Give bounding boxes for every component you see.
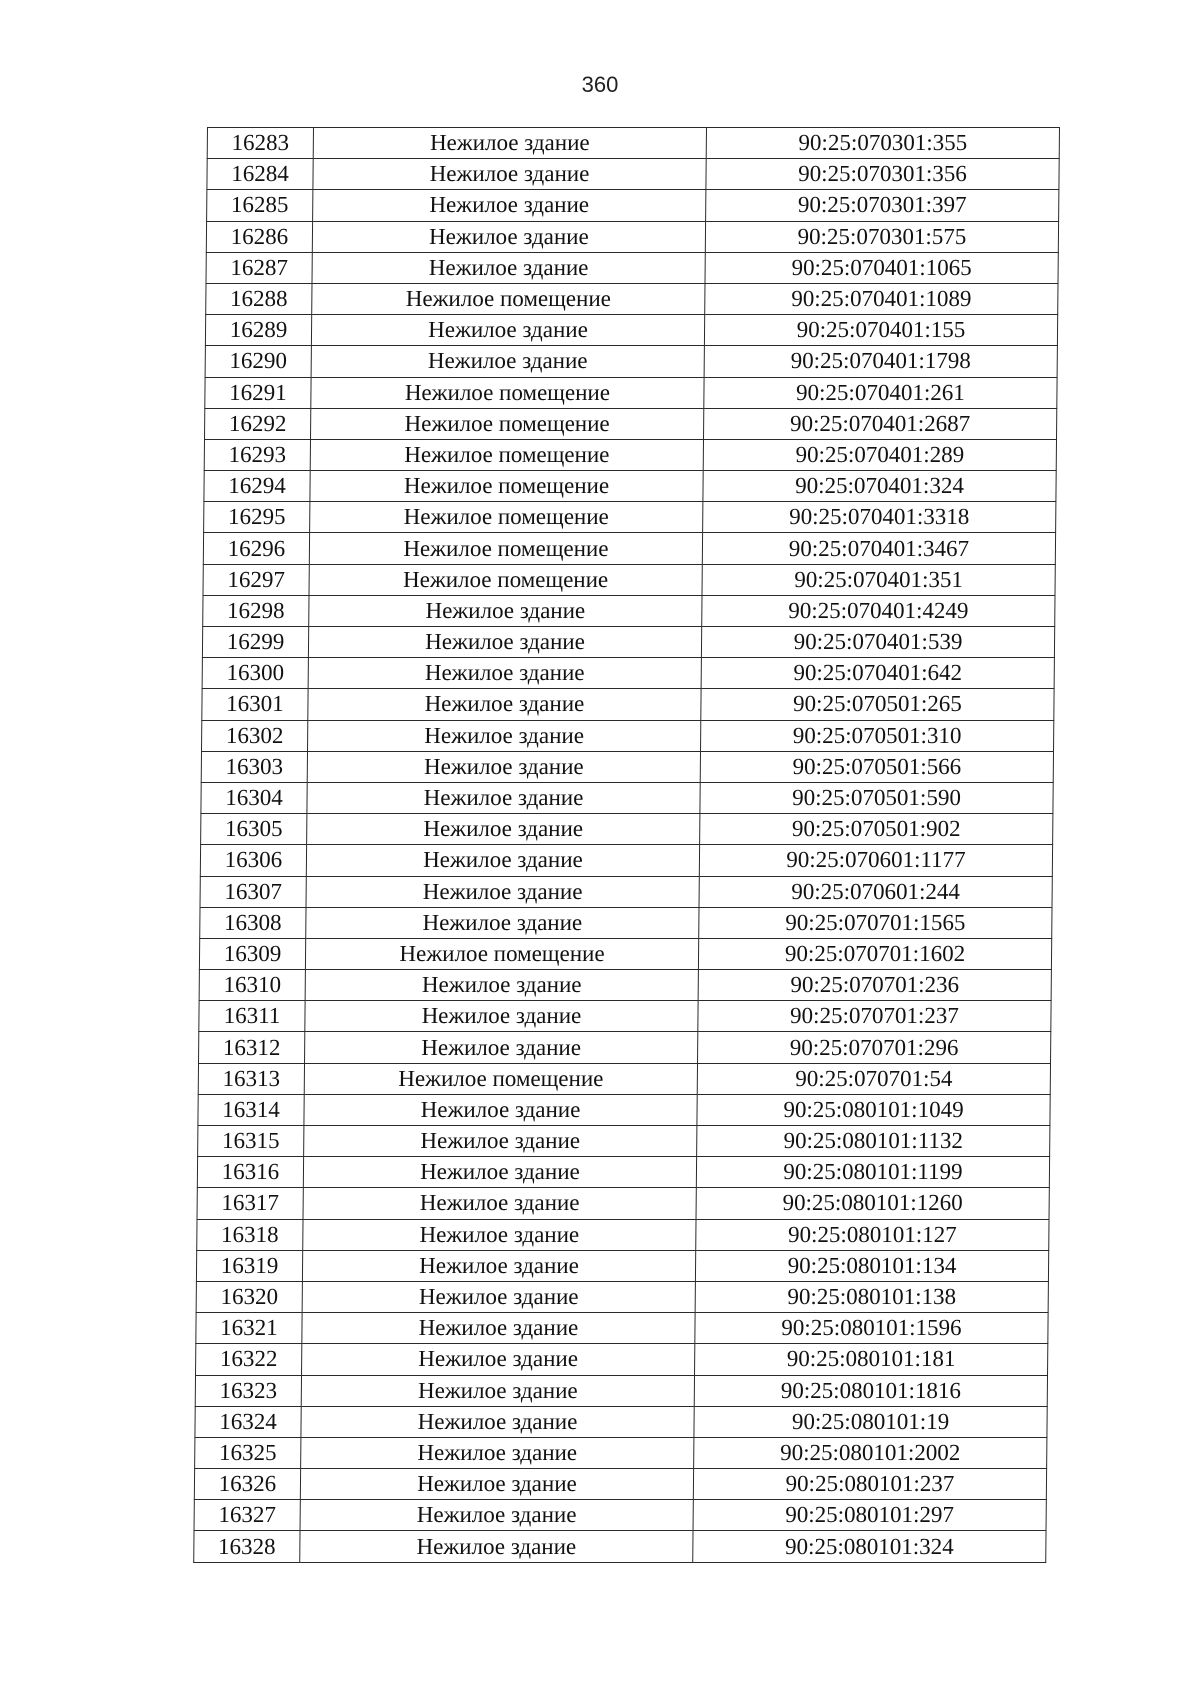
- object-type-cell: Нежилое помещение: [305, 938, 698, 969]
- cadastral-number-cell: 90:25:070701:237: [698, 1001, 1051, 1032]
- cadastral-number-cell: 90:25:080101:297: [693, 1500, 1046, 1531]
- row-number-cell: 16309: [199, 938, 305, 969]
- cadastral-number-cell: 90:25:080101:1816: [694, 1375, 1047, 1406]
- object-type-cell: Нежилое помещение: [309, 533, 702, 564]
- table-row: [205, 377, 1057, 408]
- row-number-cell: 16322: [196, 1344, 302, 1375]
- cadastral-number-cell: 90:25:080101:127: [696, 1219, 1049, 1250]
- table-row: [206, 221, 1058, 252]
- row-number-cell: 16316: [197, 1157, 303, 1188]
- object-type-cell: Нежилое здание: [304, 1094, 697, 1125]
- object-type-cell: Нежилое здание: [312, 221, 705, 252]
- object-type-cell: Нежилое здание: [311, 346, 704, 377]
- cadastral-number-cell: 90:25:080101:237: [693, 1469, 1046, 1500]
- table-row: [201, 751, 1053, 782]
- cadastral-number-cell: 90:25:070501:566: [700, 751, 1053, 782]
- row-number-cell: 16302: [202, 720, 308, 751]
- table-row: [207, 159, 1059, 190]
- table-row: [205, 346, 1057, 377]
- cadastral-number-cell: 90:25:070701:296: [698, 1032, 1051, 1063]
- cadastral-number-cell: 90:25:080101:1049: [697, 1094, 1050, 1125]
- table-row: [195, 1437, 1047, 1468]
- row-number-cell: 16300: [202, 658, 308, 689]
- object-type-cell: Нежилое помещение: [310, 502, 703, 533]
- object-type-cell: Нежилое помещение: [312, 283, 705, 314]
- table-row: [203, 595, 1055, 626]
- page-number: 360: [581, 72, 619, 97]
- row-number-cell: 16323: [195, 1375, 301, 1406]
- row-number-cell: 16287: [206, 252, 312, 283]
- cadastral-number-cell: 90:25:070501:902: [700, 814, 1053, 845]
- row-number-cell: 16328: [194, 1531, 300, 1562]
- registry-table: [193, 127, 1060, 1563]
- table-row: [200, 845, 1052, 876]
- table-row: [204, 502, 1056, 533]
- row-number-cell: 16327: [194, 1500, 300, 1531]
- cadastral-number-cell: 90:25:080101:2002: [694, 1437, 1047, 1468]
- row-number-cell: 16288: [206, 283, 312, 314]
- object-type-cell: Нежилое здание: [308, 627, 701, 658]
- cadastral-number-cell: 90:25:070401:1065: [705, 252, 1058, 283]
- object-type-cell: Нежилое здание: [300, 1531, 693, 1562]
- table-row: [203, 564, 1055, 595]
- table-row: [196, 1250, 1048, 1281]
- table-row: [199, 1032, 1051, 1063]
- row-number-cell: 16325: [195, 1437, 301, 1468]
- table-row: [204, 439, 1056, 470]
- object-type-cell: Нежилое здание: [301, 1375, 694, 1406]
- object-type-cell: Нежилое помещение: [310, 471, 703, 502]
- object-type-cell: Нежилое здание: [311, 315, 704, 346]
- table-row: [207, 190, 1059, 221]
- registry-table-body: [194, 128, 1060, 1563]
- cadastral-number-cell: 90:25:070401:1798: [704, 346, 1057, 377]
- table-row: [194, 1531, 1046, 1562]
- row-number-cell: 16312: [199, 1032, 305, 1063]
- object-type-cell: Нежилое здание: [313, 190, 706, 221]
- cadastral-number-cell: 90:25:070301:575: [705, 221, 1058, 252]
- row-number-cell: 16285: [207, 190, 313, 221]
- cadastral-number-cell: 90:25:070401:2687: [704, 408, 1057, 439]
- row-number-cell: 16314: [198, 1094, 304, 1125]
- table-row: [201, 782, 1053, 813]
- cadastral-number-cell: 90:25:080101:1596: [695, 1313, 1048, 1344]
- object-type-cell: Нежилое здание: [308, 720, 701, 751]
- object-type-cell: Нежилое помещение: [311, 377, 704, 408]
- object-type-cell: Нежилое здание: [303, 1219, 696, 1250]
- object-type-cell: Нежилое здание: [301, 1437, 694, 1468]
- table-row: [202, 720, 1054, 751]
- object-type-cell: Нежилое помещение: [309, 564, 702, 595]
- cadastral-number-cell: 90:25:070401:324: [703, 471, 1056, 502]
- row-number-cell: 16293: [204, 439, 310, 470]
- cadastral-number-cell: 90:25:070501:265: [701, 689, 1054, 720]
- table-row: [196, 1344, 1048, 1375]
- cadastral-number-cell: 90:25:070401:261: [704, 377, 1057, 408]
- row-number-cell: 16324: [195, 1406, 301, 1437]
- table-row: [198, 1126, 1050, 1157]
- object-type-cell: Нежилое здание: [300, 1469, 693, 1500]
- row-number-cell: 16318: [197, 1219, 303, 1250]
- cadastral-number-cell: 90:25:080101:1260: [696, 1188, 1049, 1219]
- table-row: [195, 1406, 1047, 1437]
- row-number-cell: 16289: [205, 315, 311, 346]
- table-row: [199, 970, 1051, 1001]
- cadastral-number-cell: 90:25:080101:1199: [696, 1157, 1049, 1188]
- row-number-cell: 16305: [201, 814, 307, 845]
- table-row: [197, 1157, 1049, 1188]
- object-type-cell: Нежилое здание: [306, 907, 699, 938]
- cadastral-number-cell: 90:25:070501:590: [700, 782, 1053, 813]
- row-number-cell: 16290: [205, 346, 311, 377]
- row-number-cell: 16299: [202, 627, 308, 658]
- table-row: [198, 1094, 1050, 1125]
- row-number-cell: 16286: [206, 221, 312, 252]
- cadastral-number-cell: 90:25:070701:236: [698, 970, 1051, 1001]
- cadastral-number-cell: 90:25:080101:1132: [697, 1126, 1050, 1157]
- object-type-cell: Нежилое помещение: [304, 1063, 697, 1094]
- cadastral-number-cell: 90:25:070401:539: [701, 627, 1054, 658]
- cadastral-number-cell: 90:25:070701:1602: [698, 938, 1051, 969]
- object-type-cell: Нежилое здание: [302, 1313, 695, 1344]
- table-row: [199, 938, 1051, 969]
- cadastral-number-cell: 90:25:070401:3467: [702, 533, 1055, 564]
- row-number-cell: 16296: [203, 533, 309, 564]
- row-number-cell: 16291: [205, 377, 311, 408]
- table-row: [196, 1281, 1048, 1312]
- table-row: [203, 533, 1055, 564]
- object-type-cell: Нежилое здание: [307, 782, 700, 813]
- table-row: [205, 408, 1057, 439]
- object-type-cell: Нежилое здание: [309, 595, 702, 626]
- object-type-cell: Нежилое здание: [303, 1188, 696, 1219]
- row-number-cell: 16320: [196, 1281, 302, 1312]
- cadastral-number-cell: 90:25:070701:1565: [699, 907, 1052, 938]
- table-row: [194, 1469, 1046, 1500]
- table-row: [206, 252, 1058, 283]
- object-type-cell: Нежилое помещение: [311, 408, 704, 439]
- object-type-cell: Нежилое здание: [303, 1157, 696, 1188]
- row-number-cell: 16304: [201, 782, 307, 813]
- row-number-cell: 16294: [204, 471, 310, 502]
- cadastral-number-cell: 90:25:080101:138: [695, 1281, 1048, 1312]
- table-row: [205, 315, 1057, 346]
- object-type-cell: Нежилое здание: [305, 970, 698, 1001]
- table-row: [196, 1313, 1048, 1344]
- cadastral-number-cell: 90:25:080101:19: [694, 1406, 1047, 1437]
- cadastral-number-cell: 90:25:070401:155: [704, 315, 1057, 346]
- row-number-cell: 16317: [197, 1188, 303, 1219]
- object-type-cell: Нежилое здание: [313, 159, 706, 190]
- row-number-cell: 16306: [200, 845, 306, 876]
- cadastral-number-cell: 90:25:070401:351: [702, 564, 1055, 595]
- cadastral-number-cell: 90:25:070301:356: [706, 159, 1059, 190]
- row-number-cell: 16308: [200, 907, 306, 938]
- object-type-cell: Нежилое здание: [305, 1001, 698, 1032]
- object-type-cell: Нежилое здание: [305, 1032, 698, 1063]
- cadastral-number-cell: 90:25:080101:134: [695, 1250, 1048, 1281]
- row-number-cell: 16295: [204, 502, 310, 533]
- object-type-cell: Нежилое здание: [308, 689, 701, 720]
- object-type-cell: Нежилое здание: [307, 814, 700, 845]
- row-number-cell: 16326: [194, 1469, 300, 1500]
- object-type-cell: Нежилое здание: [306, 876, 699, 907]
- cadastral-number-cell: 90:25:070601:1177: [699, 845, 1052, 876]
- table-row: [197, 1188, 1049, 1219]
- object-type-cell: Нежилое здание: [302, 1281, 695, 1312]
- object-type-cell: Нежилое здание: [307, 751, 700, 782]
- cadastral-number-cell: 90:25:070501:310: [701, 720, 1054, 751]
- row-number-cell: 16313: [198, 1063, 304, 1094]
- row-number-cell: 16283: [207, 128, 313, 159]
- cadastral-number-cell: 90:25:070401:3318: [703, 502, 1056, 533]
- row-number-cell: 16315: [198, 1126, 304, 1157]
- object-type-cell: Нежилое здание: [302, 1344, 695, 1375]
- table-row: [199, 1001, 1051, 1032]
- row-number-cell: 16319: [196, 1250, 302, 1281]
- row-number-cell: 16292: [205, 408, 311, 439]
- cadastral-number-cell: 90:25:070401:289: [703, 439, 1056, 470]
- table-row: [197, 1219, 1049, 1250]
- cadastral-number-cell: 90:25:070401:642: [701, 658, 1054, 689]
- object-type-cell: Нежилое здание: [308, 658, 701, 689]
- cadastral-number-cell: 90:25:080101:181: [695, 1344, 1048, 1375]
- row-number-cell: 16307: [200, 876, 306, 907]
- row-number-cell: 16310: [199, 970, 305, 1001]
- row-number-cell: 16301: [202, 689, 308, 720]
- row-number-cell: 16303: [201, 751, 307, 782]
- object-type-cell: Нежилое здание: [313, 128, 706, 159]
- object-type-cell: Нежилое здание: [301, 1406, 694, 1437]
- table-row: [202, 689, 1054, 720]
- object-type-cell: Нежилое здание: [304, 1126, 697, 1157]
- cadastral-number-cell: 90:25:080101:324: [693, 1531, 1046, 1562]
- table-row: [201, 814, 1053, 845]
- row-number-cell: 16321: [196, 1313, 302, 1344]
- table-row: [202, 627, 1054, 658]
- object-type-cell: Нежилое здание: [300, 1500, 693, 1531]
- table-row: [194, 1500, 1046, 1531]
- object-type-cell: Нежилое здание: [302, 1250, 695, 1281]
- table-row: [202, 658, 1054, 689]
- row-number-cell: 16311: [199, 1001, 305, 1032]
- table-row: [200, 876, 1052, 907]
- row-number-cell: 16297: [203, 564, 309, 595]
- cadastral-number-cell: 90:25:070301:355: [706, 128, 1059, 159]
- table-row: [206, 283, 1058, 314]
- table-row: [195, 1375, 1047, 1406]
- cadastral-number-cell: 90:25:070601:244: [699, 876, 1052, 907]
- cadastral-number-cell: 90:25:070301:397: [706, 190, 1059, 221]
- cadastral-number-cell: 90:25:070701:54: [697, 1063, 1050, 1094]
- table-row: [198, 1063, 1050, 1094]
- table-row: [204, 471, 1056, 502]
- cadastral-number-cell: 90:25:070401:4249: [702, 595, 1055, 626]
- cadastral-number-cell: 90:25:070401:1089: [705, 283, 1058, 314]
- row-number-cell: 16298: [203, 595, 309, 626]
- object-type-cell: Нежилое здание: [312, 252, 705, 283]
- table-row: [207, 128, 1059, 159]
- object-type-cell: Нежилое помещение: [310, 439, 703, 470]
- object-type-cell: Нежилое здание: [306, 845, 699, 876]
- row-number-cell: 16284: [207, 159, 313, 190]
- table-row: [200, 907, 1052, 938]
